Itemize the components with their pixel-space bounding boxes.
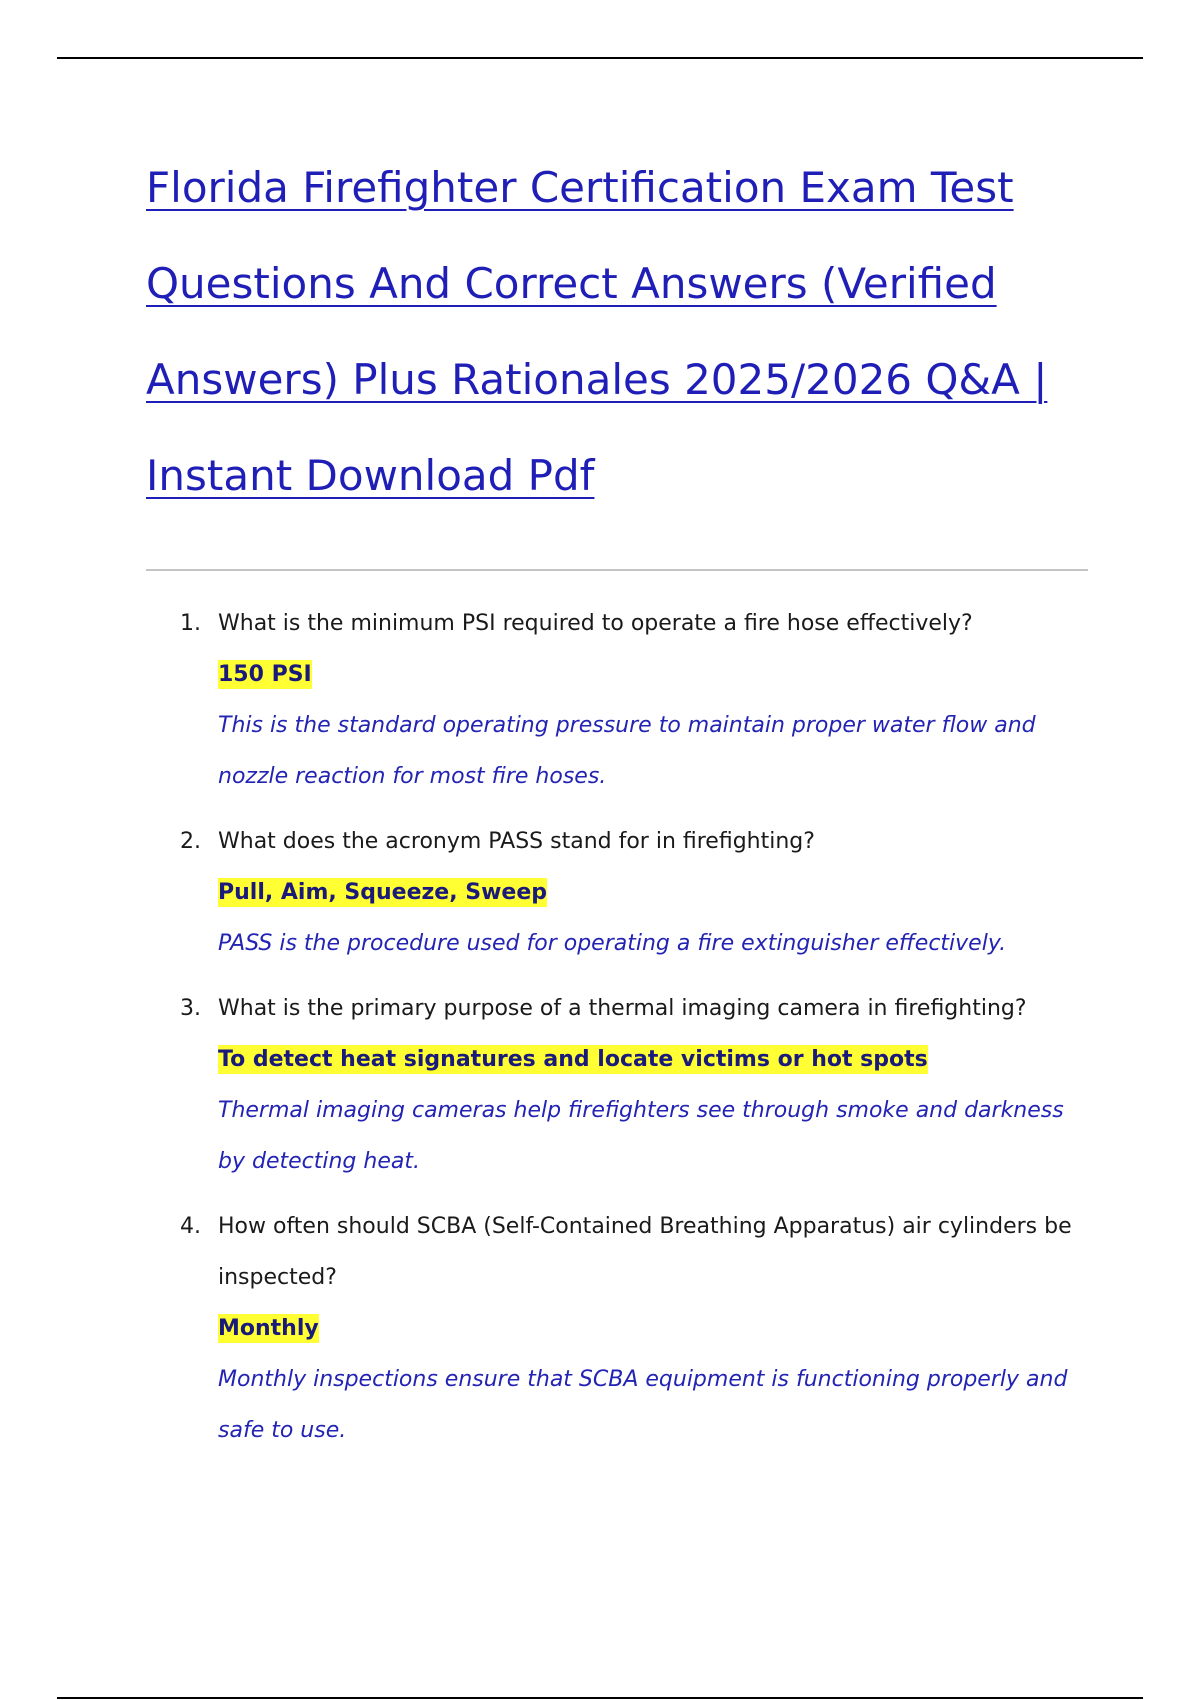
rationale-text: PASS is the procedure used for operating a fire extinguisher effectively. [218,931,1007,956]
question-text: What is the minimum PSI required to operate a fire hose effectively? [218,611,973,636]
question-item-1 [146,598,1096,802]
title-line-1: Florida Firefighter Certification Exam Test [146,163,1014,212]
answer-text: To detect heat signatures and locate victims or hot spots [218,1047,928,1072]
question-item-2 [146,816,1096,969]
title-line-4: Instant Download Pdf [146,451,595,500]
rationale-text: Thermal imaging cameras help firefighters see through smoke and darkness by detecting heat. [218,1098,1064,1174]
answer-block [218,867,1096,918]
question-text: What is the primary purpose of a thermal imaging camera in firefighting? [218,996,1027,1021]
rationale-text: Monthly inspections ensure that SCBA equipment is functioning properly and safe to use. [218,1367,1068,1443]
section-divider [146,569,1088,571]
question-number: 3. [180,996,201,1021]
answer-block [218,649,1096,700]
answer-text: Monthly [218,1316,319,1341]
top-rule [57,57,1143,59]
question-number: 4. [180,1214,201,1239]
answer-text: Pull, Aim, Squeeze, Sweep [218,880,547,905]
answer-block [218,1303,1096,1354]
question-number: 1. [180,611,201,636]
question-item-3 [146,983,1096,1187]
bottom-rule [57,1697,1143,1699]
answer-block [218,1034,1096,1085]
question-item-4 [146,1201,1096,1456]
question-number: 2. [180,829,201,854]
answer-text: 150 PSI [218,662,312,687]
rationale-text: This is the standard operating pressure to maintain proper water flow and nozzle reaction for most fire hoses. [218,713,1036,789]
question-list [146,598,1096,1470]
title-line-3: Answers) Plus Rationales 2025/2026 Q&A | [146,355,1048,404]
title-line-2: Questions And Correct Answers (Verified [146,259,997,308]
question-text: What does the acronym PASS stand for in firefighting? [218,829,815,854]
question-text: How often should SCBA (Self-Contained Breathing Apparatus) air cylinders be inspected? [218,1214,1072,1290]
document-title-link[interactable] [146,140,1126,524]
